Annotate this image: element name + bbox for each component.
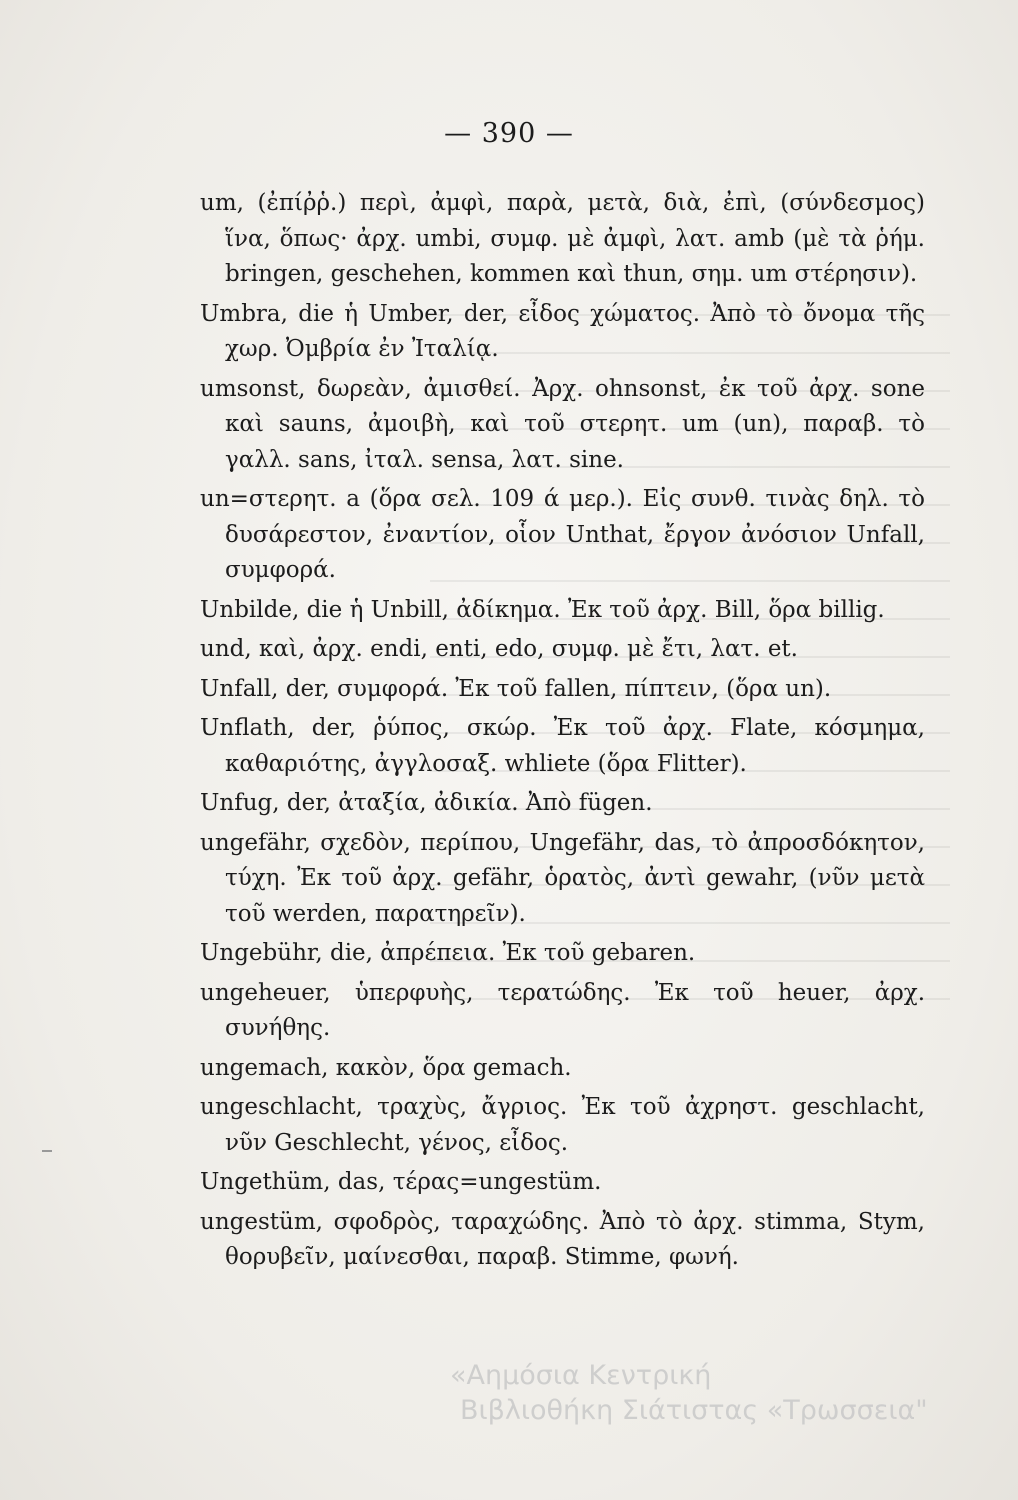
watermark-line-2: Βιβλιοθήκη Σιάτιστας «Τρωσσεια" (460, 1395, 928, 1426)
dictionary-entries (200, 186, 925, 1280)
entry-unbilde: Unbilde, die ἡ Unbill, ἀδίκημα. Ἐκ τοῦ ἀρχ. Bill, ὅρα billig. (200, 596, 885, 623)
library-watermark (450, 1358, 990, 1428)
entry-um: um, (ἐπίῤῥ.) περὶ, ἀμφὶ, παρὰ, μετὰ, διὰ, ἐπὶ, (σύνδεσμος) ἵνα, ὅπως· ἀρχ. umbi, συμφ. μὲ ἀμφὶ, λατ. amb (μὲ τὰ ῥήμ. bringen, geschehen, kommen καὶ thun, σημ. um στέρησιν). (200, 190, 925, 287)
entry-unfall: Unfall, der, συμφορά. Ἐκ τοῦ fallen, πίπτειν, (ὅρα un). (200, 675, 832, 702)
watermark-line-1: «Αημόσια Κεντρική (450, 1360, 712, 1391)
entry-ungeschlacht: ungeschlacht, τραχὺς, ἄγριος. Ἐκ τοῦ ἀχρηστ. geschlacht, νῦν Geschlecht, γένος, εἶδος. (200, 1094, 925, 1156)
entry-un: un=στερητ. a (ὅρα σελ. 109 ά μερ.). Εἰς συνθ. τινὰς δηλ. τὸ δυσάρεστον, ἐναντίον, οἷον Unthat, ἔργον ἀνόσιον Unfall, συμφορά. (200, 486, 925, 583)
margin-mark (42, 1150, 52, 1152)
entry-ungeheuer: ungeheuer, ὑπερφυὴς, τερατώδης. Ἐκ τοῦ heuer, ἀρχ. συνήθης. (200, 979, 925, 1041)
entry-umsonst: umsonst, δωρεὰν, ἀμισθεί. Ἀρχ. ohnsonst, ἐκ τοῦ ἀρχ. sone καὶ sauns, ἀμοιβὴ, καὶ τοῦ στερητ. um (un), παραβ. τὸ γαλλ. sans, ἰταλ. sensa, λατ. sine. (200, 375, 925, 473)
entry-unfug: Unfug, der, ἀταξία, ἀδικία. Ἀπὸ fügen. (200, 790, 653, 816)
entry-unflath: Unflath, der, ῥύπος, σκώρ. Ἐκ τοῦ ἀρχ. Flate, κόσμημα, καθαριότης, ἀγγλοσαξ. whliete (ὅρα Flitter). (200, 715, 925, 777)
entry-und: und, καὶ, ἀρχ. endi, enti, edo, συμφ. μὲ ἔτι, λατ. et. (200, 636, 798, 662)
entry-ungethum: Ungethüm, das, τέρας=ungestüm. (200, 1169, 602, 1195)
entry-umbra: Umbra, die ἡ Umber, der, εἶδος χώματος. Ἀπὸ τὸ ὄνομα τῆς χωρ. Ὀμβρία ἐν Ἰταλίᾳ. (200, 300, 925, 362)
page-number: — 390 — (444, 118, 574, 149)
entry-ungebuhr: Ungebühr, die, ἀπρέπεια. Ἐκ τοῦ gebaren. (200, 940, 696, 966)
entry-ungefahr: ungefähr, σχεδὸν, περίπου, Ungefähr, das, τὸ ἀπροσδόκητον, τύχη. Ἐκ τοῦ ἀρχ. gefähr, ὁρατὸς, ἀντὶ gewahr, (νῦν μετὰ τοῦ werden, παρατηρεῖν). (200, 829, 925, 927)
entry-ungemach: ungemach, κακὸν, ὅρα gemach. (200, 1054, 572, 1081)
entry-ungestum: ungestüm, σφοδρὸς, ταραχώδης. Ἀπὸ τὸ ἀρχ. stimma, Stym, θορυβεῖν, μαίνεσθαι, παραβ. Stimme, φωνή. (200, 1208, 925, 1270)
